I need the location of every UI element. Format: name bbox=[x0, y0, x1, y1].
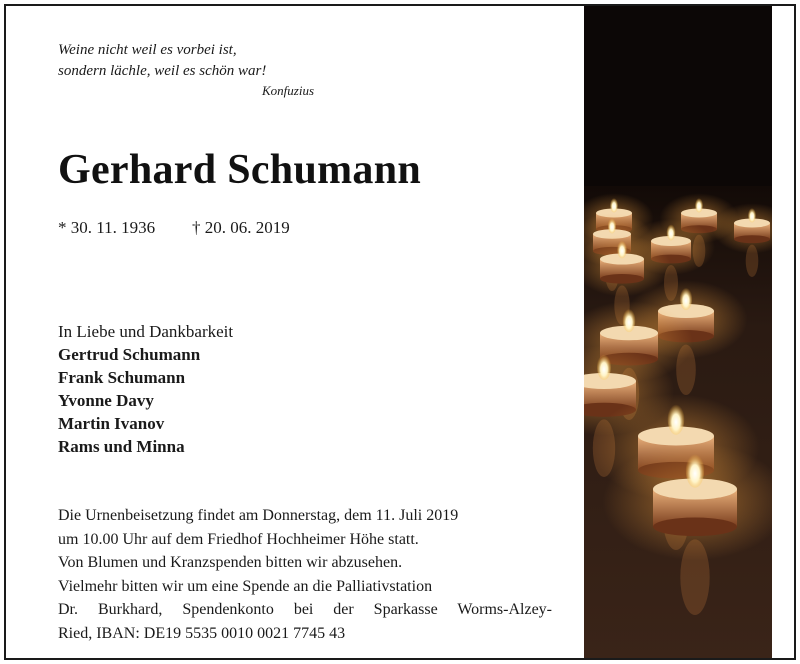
memorial-quote bbox=[58, 40, 314, 100]
candles-illustration bbox=[584, 6, 772, 658]
mourner-name: Gertrud Schumann bbox=[58, 345, 201, 364]
mourner-name: Rams und Minna bbox=[58, 437, 185, 456]
quote-author: Konfuzius bbox=[262, 83, 315, 98]
candle-reflection bbox=[680, 539, 709, 615]
candle-flame bbox=[695, 197, 703, 212]
candle-base bbox=[600, 274, 644, 284]
death-date: † 20. 06. 2019 bbox=[192, 218, 290, 237]
birth-date: * 30. 11. 1936 bbox=[58, 218, 156, 237]
life-dates bbox=[58, 218, 290, 238]
deceased-name: Gerhard Schumann bbox=[58, 147, 422, 193]
candle-flame bbox=[667, 224, 676, 241]
mourner-name: Martin Ivanov bbox=[58, 414, 165, 433]
tealight-candles-photo bbox=[584, 6, 772, 658]
candle-flame bbox=[617, 240, 627, 258]
mourner-name: Frank Schumann bbox=[58, 368, 186, 387]
obituary-frame bbox=[4, 4, 796, 660]
notice-line: Die Urnenbeisetzung findet am Donnerstag, dem 11. Juli 2019 bbox=[58, 507, 459, 524]
candle-flame bbox=[610, 197, 618, 212]
candle-flame bbox=[623, 308, 636, 332]
candle-flame bbox=[748, 207, 756, 222]
candle-reflection bbox=[746, 245, 759, 277]
quote-line-1: Weine nicht weil es vorbei ist, bbox=[58, 42, 237, 58]
obituary-text-column bbox=[6, 6, 584, 658]
candle-base bbox=[653, 518, 737, 536]
mourners-intro: In Liebe und Dankbarkeit bbox=[58, 322, 234, 341]
notice-line: um 10.00 Uhr auf dem Friedhof Hochheimer Höhe statt. bbox=[58, 530, 419, 548]
notice-line: Vielmehr bitten wir um eine Spende an die Palliativstation bbox=[58, 577, 433, 595]
candle-flame bbox=[597, 353, 611, 380]
candle-flame bbox=[680, 287, 692, 311]
mourner-name: Yvonne Davy bbox=[58, 391, 154, 410]
candle-flame bbox=[686, 452, 704, 487]
candle-base bbox=[734, 235, 770, 243]
notice-line: Dr. Burkhard, Spendenkonto bei der Sparkasse Worms-Alzey- bbox=[58, 601, 552, 618]
mourners-block bbox=[58, 320, 233, 458]
funeral-notice bbox=[58, 504, 552, 645]
notice-line: Ried, IBAN: DE19 5535 0010 0021 7745 43 bbox=[58, 624, 346, 642]
notice-line: Von Blumen und Kranzspenden bitten wir abzusehen. bbox=[58, 554, 403, 571]
quote-line-2: sondern lächle, weil es schön war! bbox=[58, 63, 267, 79]
candle-flame bbox=[668, 403, 685, 435]
candle-flame bbox=[608, 217, 616, 233]
